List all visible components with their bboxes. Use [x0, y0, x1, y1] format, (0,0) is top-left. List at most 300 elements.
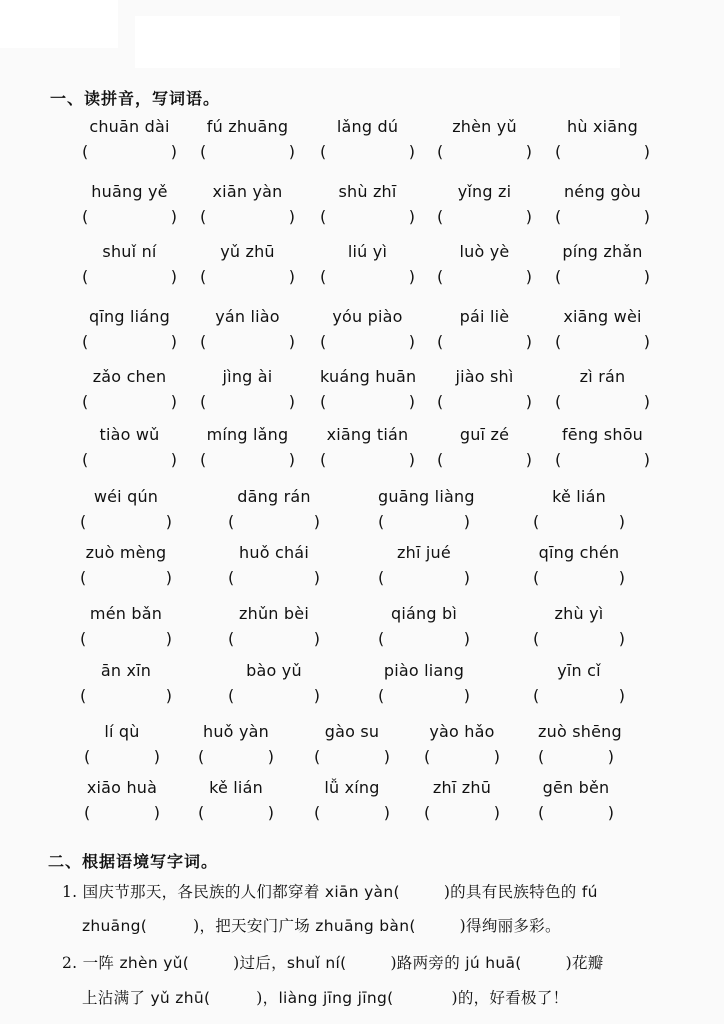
pinyin-item: [84, 722, 160, 766]
pinyin-item: [533, 661, 625, 705]
bracket-close: ): [408, 267, 415, 286]
bracket-open: (: [80, 568, 87, 587]
bracket-close: ): [267, 803, 274, 822]
bracket-close: ): [463, 568, 470, 587]
bracket-close: ): [643, 207, 650, 226]
pinyin-item: [538, 722, 622, 766]
bracket-close: ): [607, 803, 614, 822]
q1-pinyin-fu: fú: [581, 883, 598, 901]
pinyin-label: zhī zhū: [432, 778, 492, 797]
answer-blank[interactable]: [82, 392, 177, 411]
bracket-open: (: [320, 332, 327, 351]
answer-blank[interactable]: [378, 512, 470, 531]
answer-blank[interactable]: [424, 803, 500, 822]
q2-text: 上沾满了: [82, 989, 151, 1007]
pinyin-item: [533, 487, 625, 531]
pinyin-label: luò yè: [459, 242, 510, 261]
question-2-line-2: [82, 986, 568, 1008]
pinyin-item: [82, 242, 177, 286]
pinyin-item: [200, 117, 295, 161]
pinyin-label: zǎo chen: [92, 367, 167, 386]
pinyin-label: ān xīn: [100, 661, 152, 680]
pinyin-label: fú zhuāng: [206, 117, 289, 136]
pinyin-item: [555, 307, 650, 351]
bracket-close: ): [618, 629, 625, 648]
pinyin-item: [320, 117, 415, 161]
pinyin-label: xiāng wèi: [563, 307, 642, 326]
answer-blank[interactable]: [200, 392, 295, 411]
pinyin-item: [200, 182, 295, 226]
pinyin-item: [533, 543, 625, 587]
pinyin-label: yīn cǐ: [557, 661, 601, 680]
bracket-open: (: [320, 267, 327, 286]
bracket-open: (: [555, 207, 562, 226]
pinyin-item: [228, 661, 320, 705]
redacted-header-left: [0, 0, 118, 48]
answer-blank[interactable]: [200, 207, 295, 226]
answer-blank[interactable]: [533, 568, 625, 587]
bracket-open: (: [533, 512, 540, 531]
q2-pinyin-yuzhu: yǔ zhū(: [150, 989, 211, 1007]
bracket-open: (: [538, 803, 545, 822]
bracket-close: ): [165, 686, 172, 705]
bracket-open: (: [228, 629, 235, 648]
bracket-open: (: [437, 392, 444, 411]
bracket-close: ): [643, 332, 650, 351]
bracket-close: ): [170, 207, 177, 226]
pinyin-label: huǒ chái: [239, 543, 309, 562]
bracket-close: ): [165, 629, 172, 648]
pinyin-label: chuān dài: [89, 117, 170, 136]
answer-blank[interactable]: [320, 332, 415, 351]
answer-blank[interactable]: [82, 207, 177, 226]
q2-text: )过后，: [233, 954, 287, 972]
answer-blank[interactable]: [437, 392, 532, 411]
pinyin-item: [555, 425, 650, 469]
bracket-open: (: [555, 392, 562, 411]
q2-pinyin-shuini: shuǐ ní(: [286, 954, 347, 972]
answer-blank[interactable]: [228, 568, 320, 587]
bracket-open: (: [314, 747, 321, 766]
pinyin-item: [198, 778, 274, 822]
pinyin-item: [320, 242, 415, 286]
bracket-close: ): [525, 332, 532, 351]
pinyin-item: [82, 307, 177, 351]
pinyin-label: xiāng tián: [326, 425, 409, 444]
pinyin-item: [320, 307, 415, 351]
bracket-close: ): [408, 142, 415, 161]
pinyin-item: [228, 543, 320, 587]
q2-text: 2. 一阵: [62, 954, 120, 972]
bracket-open: (: [200, 450, 207, 469]
answer-blank[interactable]: [533, 512, 625, 531]
bracket-close: ): [170, 142, 177, 161]
q2-pinyin-liangjingjing: liàng jīng jīng(: [278, 989, 394, 1007]
pinyin-label: wéi qún: [93, 487, 159, 506]
pinyin-label: pái liè: [459, 307, 510, 326]
pinyin-label: kě lián: [552, 487, 606, 506]
pinyin-item: [80, 604, 172, 648]
answer-blank[interactable]: [200, 450, 295, 469]
bracket-open: (: [84, 803, 91, 822]
bracket-close: ): [288, 267, 295, 286]
answer-blank[interactable]: [437, 450, 532, 469]
answer-blank[interactable]: [82, 142, 177, 161]
bracket-open: (: [82, 332, 89, 351]
pinyin-label: dāng rán: [237, 487, 311, 506]
q2-pinyin-zhenyu: zhèn yǔ(: [119, 954, 190, 972]
pinyin-label: kuáng huān: [320, 367, 417, 386]
bracket-open: (: [228, 568, 235, 587]
bracket-open: (: [82, 207, 89, 226]
bracket-close: ): [288, 450, 295, 469]
bracket-open: (: [84, 747, 91, 766]
bracket-open: (: [320, 207, 327, 226]
answer-blank[interactable]: [555, 207, 650, 226]
answer-blank[interactable]: [80, 629, 172, 648]
bracket-close: ): [383, 747, 390, 766]
pinyin-item: [437, 367, 532, 411]
question-1-line-1: [62, 880, 598, 902]
pinyin-item: [84, 778, 160, 822]
pinyin-label: liú yì: [347, 242, 388, 261]
answer-blank[interactable]: [437, 267, 532, 286]
q1-text: )得绚丽多彩。: [459, 917, 561, 935]
pinyin-label: bào yǔ: [246, 661, 302, 680]
pinyin-label: huāng yě: [91, 182, 168, 201]
pinyin-label: kě lián: [209, 778, 263, 797]
bracket-open: (: [437, 267, 444, 286]
pinyin-label: zhǔn bèi: [239, 604, 309, 623]
bracket-close: ): [607, 747, 614, 766]
answer-blank[interactable]: [314, 747, 390, 766]
pinyin-item: [555, 367, 650, 411]
pinyin-item: [555, 242, 650, 286]
bracket-open: (: [314, 803, 321, 822]
pinyin-label: shuǐ ní: [102, 242, 157, 261]
pinyin-label: hù xiāng: [567, 117, 638, 136]
pinyin-label: lǚ xíng: [324, 778, 380, 797]
answer-blank[interactable]: [82, 267, 177, 286]
answer-blank[interactable]: [198, 803, 274, 822]
bracket-close: ): [463, 686, 470, 705]
pinyin-label: xiān yàn: [212, 182, 283, 201]
pinyin-label: guāng liàng: [378, 487, 475, 506]
bracket-close: ): [408, 332, 415, 351]
pinyin-label: jìng ài: [222, 367, 273, 386]
answer-blank[interactable]: [200, 332, 295, 351]
pinyin-item: [533, 604, 625, 648]
pinyin-item: [320, 182, 415, 226]
answer-blank[interactable]: [533, 629, 625, 648]
answer-blank[interactable]: [555, 142, 650, 161]
bracket-close: ): [643, 392, 650, 411]
bracket-open: (: [80, 686, 87, 705]
answer-blank[interactable]: [320, 207, 415, 226]
bracket-open: (: [555, 450, 562, 469]
pinyin-label: yào hǎo: [429, 722, 495, 741]
pinyin-label: zuò mèng: [85, 543, 167, 562]
answer-blank[interactable]: [555, 450, 650, 469]
pinyin-label: guī zé: [459, 425, 510, 444]
pinyin-label: gào su: [324, 722, 380, 741]
pinyin-label: huǒ yàn: [203, 722, 269, 741]
pinyin-item: [228, 487, 320, 531]
q1-text: )的具有民族特色的: [443, 883, 582, 901]
answer-blank[interactable]: [320, 450, 415, 469]
pinyin-label: zuò shēng: [538, 722, 622, 741]
bracket-close: ): [288, 392, 295, 411]
answer-blank[interactable]: [378, 629, 470, 648]
answer-blank[interactable]: [378, 568, 470, 587]
pinyin-label: píng zhǎn: [562, 242, 643, 261]
bracket-close: ): [408, 392, 415, 411]
pinyin-item: [555, 182, 650, 226]
bracket-close: ): [165, 512, 172, 531]
pinyin-item: [80, 661, 172, 705]
bracket-close: ): [493, 803, 500, 822]
pinyin-label: zhī jué: [397, 543, 451, 562]
answer-blank[interactable]: [228, 686, 320, 705]
bracket-open: (: [533, 629, 540, 648]
redacted-header-banner: [135, 16, 620, 68]
bracket-open: (: [200, 142, 207, 161]
pinyin-label: fēng shōu: [561, 425, 644, 444]
pinyin-label: qīng chén: [538, 543, 620, 562]
answer-blank[interactable]: [424, 747, 500, 766]
answer-blank[interactable]: [84, 747, 160, 766]
bracket-close: ): [170, 450, 177, 469]
pinyin-label: yǐng zi: [457, 182, 512, 201]
bracket-open: (: [200, 207, 207, 226]
bracket-close: ): [313, 568, 320, 587]
pinyin-item: [320, 425, 415, 469]
bracket-open: (: [80, 629, 87, 648]
answer-blank[interactable]: [538, 747, 614, 766]
bracket-open: (: [82, 392, 89, 411]
answer-blank[interactable]: [378, 686, 470, 705]
bracket-close: ): [383, 803, 390, 822]
bracket-open: (: [555, 332, 562, 351]
answer-blank[interactable]: [82, 332, 177, 351]
answer-blank[interactable]: [320, 267, 415, 286]
pinyin-item: [320, 367, 415, 411]
pinyin-item: [200, 307, 295, 351]
bracket-close: ): [288, 332, 295, 351]
answer-blank[interactable]: [437, 332, 532, 351]
bracket-close: ): [170, 392, 177, 411]
pinyin-label: yóu piào: [332, 307, 403, 326]
bracket-open: (: [555, 142, 562, 161]
answer-blank[interactable]: [437, 207, 532, 226]
bracket-open: (: [378, 568, 385, 587]
answer-blank[interactable]: [533, 686, 625, 705]
bracket-open: (: [82, 267, 89, 286]
bracket-close: ): [525, 267, 532, 286]
bracket-open: (: [378, 512, 385, 531]
pinyin-item: [314, 778, 390, 822]
pinyin-label: xiāo huà: [86, 778, 158, 797]
pinyin-item: [82, 425, 177, 469]
bracket-close: ): [313, 512, 320, 531]
bracket-close: ): [618, 568, 625, 587]
bracket-open: (: [424, 803, 431, 822]
answer-blank[interactable]: [80, 512, 172, 531]
pinyin-item: [437, 117, 532, 161]
pinyin-label: zì rán: [579, 367, 626, 386]
bracket-open: (: [320, 450, 327, 469]
pinyin-item: [378, 487, 475, 531]
answer-blank[interactable]: [82, 450, 177, 469]
pinyin-item: [437, 307, 532, 351]
q1-text: 1. 国庆节那天，各民族的人们都穿着: [62, 883, 325, 901]
q1-text: )，把天安门广场: [193, 917, 316, 935]
section-1-title: 一、读拼音，写词语。: [50, 89, 221, 108]
bracket-open: (: [538, 747, 545, 766]
pinyin-label: qīng liáng: [89, 307, 170, 326]
pinyin-item: [80, 487, 172, 531]
bracket-close: ): [408, 207, 415, 226]
q1-pinyin-xianyan: xiān yàn(: [324, 883, 400, 901]
bracket-close: ): [153, 803, 160, 822]
bracket-open: (: [533, 568, 540, 587]
bracket-close: ): [525, 207, 532, 226]
q2-text: )的，好看极了！: [451, 989, 569, 1007]
bracket-open: (: [378, 686, 385, 705]
bracket-close: ): [643, 450, 650, 469]
bracket-close: ): [643, 267, 650, 286]
bracket-close: ): [170, 267, 177, 286]
q2-text: )花瓣: [565, 954, 604, 972]
question-1-line-2: [82, 914, 561, 936]
pinyin-label: jiào shì: [455, 367, 514, 386]
bracket-close: ): [525, 450, 532, 469]
pinyin-label: tiào wǔ: [99, 425, 160, 444]
bracket-open: (: [228, 686, 235, 705]
bracket-open: (: [437, 450, 444, 469]
bracket-close: ): [288, 142, 295, 161]
bracket-open: (: [80, 512, 87, 531]
pinyin-label: míng lǎng: [206, 425, 289, 444]
answer-blank[interactable]: [314, 803, 390, 822]
q2-pinyin-juhua: jú huā(: [465, 954, 522, 972]
pinyin-item: [378, 661, 470, 705]
pinyin-label: lí qù: [104, 722, 140, 741]
pinyin-item: [378, 604, 470, 648]
pinyin-item: [80, 543, 172, 587]
pinyin-item: [82, 182, 177, 226]
bracket-open: (: [200, 392, 207, 411]
bracket-close: ): [525, 392, 532, 411]
pinyin-label: zhèn yǔ: [452, 117, 517, 136]
answer-blank[interactable]: [555, 392, 650, 411]
answer-blank[interactable]: [555, 332, 650, 351]
pinyin-item: [198, 722, 274, 766]
pinyin-item: [200, 425, 295, 469]
pinyin-item: [82, 367, 177, 411]
answer-blank[interactable]: [538, 803, 614, 822]
pinyin-label: néng gòu: [563, 182, 642, 201]
bracket-open: (: [378, 629, 385, 648]
bracket-close: ): [288, 207, 295, 226]
bracket-open: (: [82, 142, 89, 161]
pinyin-label: qiáng bì: [391, 604, 457, 623]
bracket-close: ): [463, 512, 470, 531]
bracket-close: ): [313, 629, 320, 648]
answer-blank[interactable]: [437, 142, 532, 161]
answer-blank[interactable]: [84, 803, 160, 822]
pinyin-item: [437, 182, 532, 226]
bracket-close: ): [525, 142, 532, 161]
bracket-open: (: [198, 747, 205, 766]
answer-blank[interactable]: [80, 686, 172, 705]
answer-blank[interactable]: [228, 512, 320, 531]
bracket-close: ): [463, 629, 470, 648]
pinyin-item: [82, 117, 177, 161]
bracket-close: ): [267, 747, 274, 766]
bracket-open: (: [200, 332, 207, 351]
answer-blank[interactable]: [80, 568, 172, 587]
bracket-close: ): [618, 686, 625, 705]
q2-text: )路两旁的: [390, 954, 466, 972]
bracket-close: ): [408, 450, 415, 469]
question-2-line-1: [62, 951, 604, 973]
pinyin-item: [437, 425, 532, 469]
answer-blank[interactable]: [320, 142, 415, 161]
bracket-close: ): [170, 332, 177, 351]
pinyin-label: yán liào: [215, 307, 280, 326]
pinyin-label: piào liang: [383, 661, 465, 680]
bracket-open: (: [424, 747, 431, 766]
pinyin-item: [378, 543, 470, 587]
bracket-open: (: [228, 512, 235, 531]
bracket-close: ): [493, 747, 500, 766]
pinyin-label: mén bǎn: [89, 604, 163, 623]
answer-blank[interactable]: [555, 267, 650, 286]
q2-text: )，: [256, 989, 279, 1007]
answer-blank[interactable]: [200, 142, 295, 161]
answer-blank[interactable]: [320, 392, 415, 411]
bracket-open: (: [437, 207, 444, 226]
pinyin-item: [228, 604, 320, 648]
bracket-open: (: [200, 267, 207, 286]
bracket-close: ): [643, 142, 650, 161]
pinyin-item: [314, 722, 390, 766]
pinyin-item: [555, 117, 650, 161]
bracket-open: (: [82, 450, 89, 469]
pinyin-item: [538, 778, 614, 822]
pinyin-label: lǎng dú: [336, 117, 399, 136]
answer-blank[interactable]: [228, 629, 320, 648]
answer-blank[interactable]: [198, 747, 274, 766]
bracket-open: (: [437, 142, 444, 161]
bracket-open: (: [320, 392, 327, 411]
pinyin-label: shù zhī: [338, 182, 397, 201]
bracket-open: (: [533, 686, 540, 705]
pinyin-item: [424, 722, 500, 766]
bracket-open: (: [320, 142, 327, 161]
pinyin-label: zhù yì: [554, 604, 604, 623]
bracket-close: ): [153, 747, 160, 766]
bracket-close: ): [165, 568, 172, 587]
bracket-close: ): [618, 512, 625, 531]
answer-blank[interactable]: [200, 267, 295, 286]
pinyin-item: [437, 242, 532, 286]
bracket-open: (: [555, 267, 562, 286]
pinyin-item: [200, 367, 295, 411]
bracket-open: (: [198, 803, 205, 822]
bracket-close: ): [313, 686, 320, 705]
